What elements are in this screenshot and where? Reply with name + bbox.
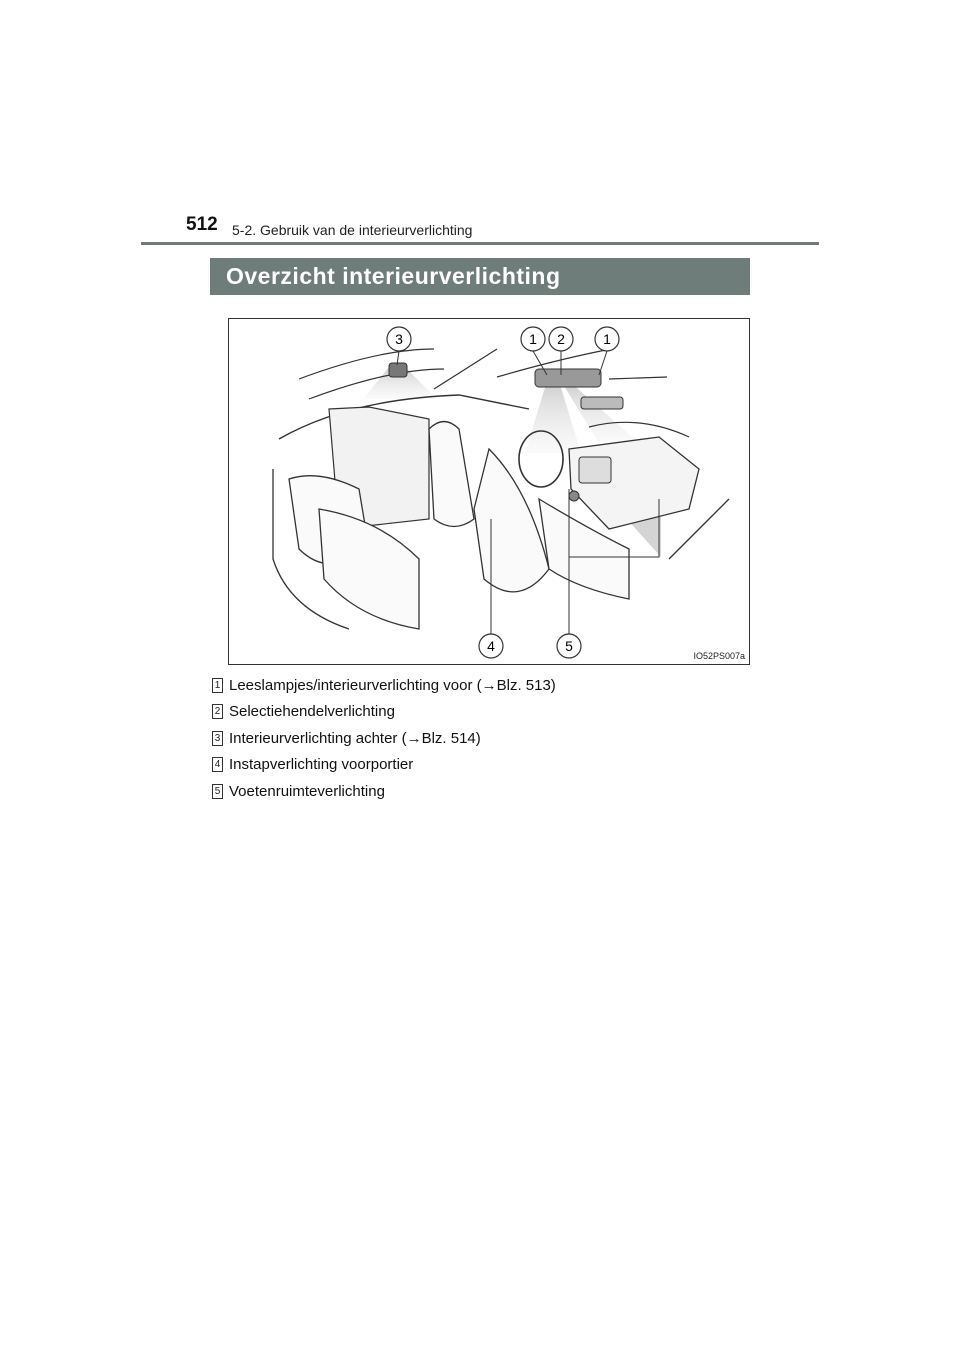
legend-text: Voetenruimteverlichting [229,782,385,800]
header-title: 5-2. Gebruik van de interieurverlichting [232,222,473,238]
svg-text:1: 1 [529,331,537,347]
svg-text:5: 5 [565,638,573,654]
legend-item [212,699,556,726]
svg-text:4: 4 [487,638,495,654]
callout-1a [521,327,545,351]
legend-item [212,672,556,699]
svg-text:3: 3 [395,331,403,347]
legend-number: 1 [212,678,223,693]
callout-1b [595,327,619,351]
svg-text:1: 1 [603,331,611,347]
legend-text: Interieurverlichting achter (→Blz. 514) [229,729,481,747]
callout-3 [387,327,411,351]
interior-lights-illustration [228,318,750,665]
callout-2 [549,327,573,351]
legend-number: 2 [212,704,223,719]
legend-text: Instapverlichting voorportier [229,756,414,774]
legend-item [212,778,556,805]
legend-text: Selectiehendelverlichting [229,703,395,721]
legend-number: 3 [212,731,223,746]
legend-item [212,752,556,779]
legend-number: 4 [212,757,223,772]
callout-5 [557,634,581,658]
figure-code: IO52PS007a [693,651,745,661]
page-number: 512 [186,214,218,235]
legend-item [212,725,556,752]
callout-4 [479,634,503,658]
legend-number: 5 [212,784,223,799]
section-title-bar [210,258,750,295]
car-interior-drawing [229,319,750,665]
section-title: Overzicht interieurverlichting [226,263,561,289]
header-rule [141,242,819,245]
svg-text:2: 2 [557,331,565,347]
legend-text: Leeslampjes/interieurverlichting voor (→Blz. 513) [229,676,556,694]
legend-list [212,672,556,805]
